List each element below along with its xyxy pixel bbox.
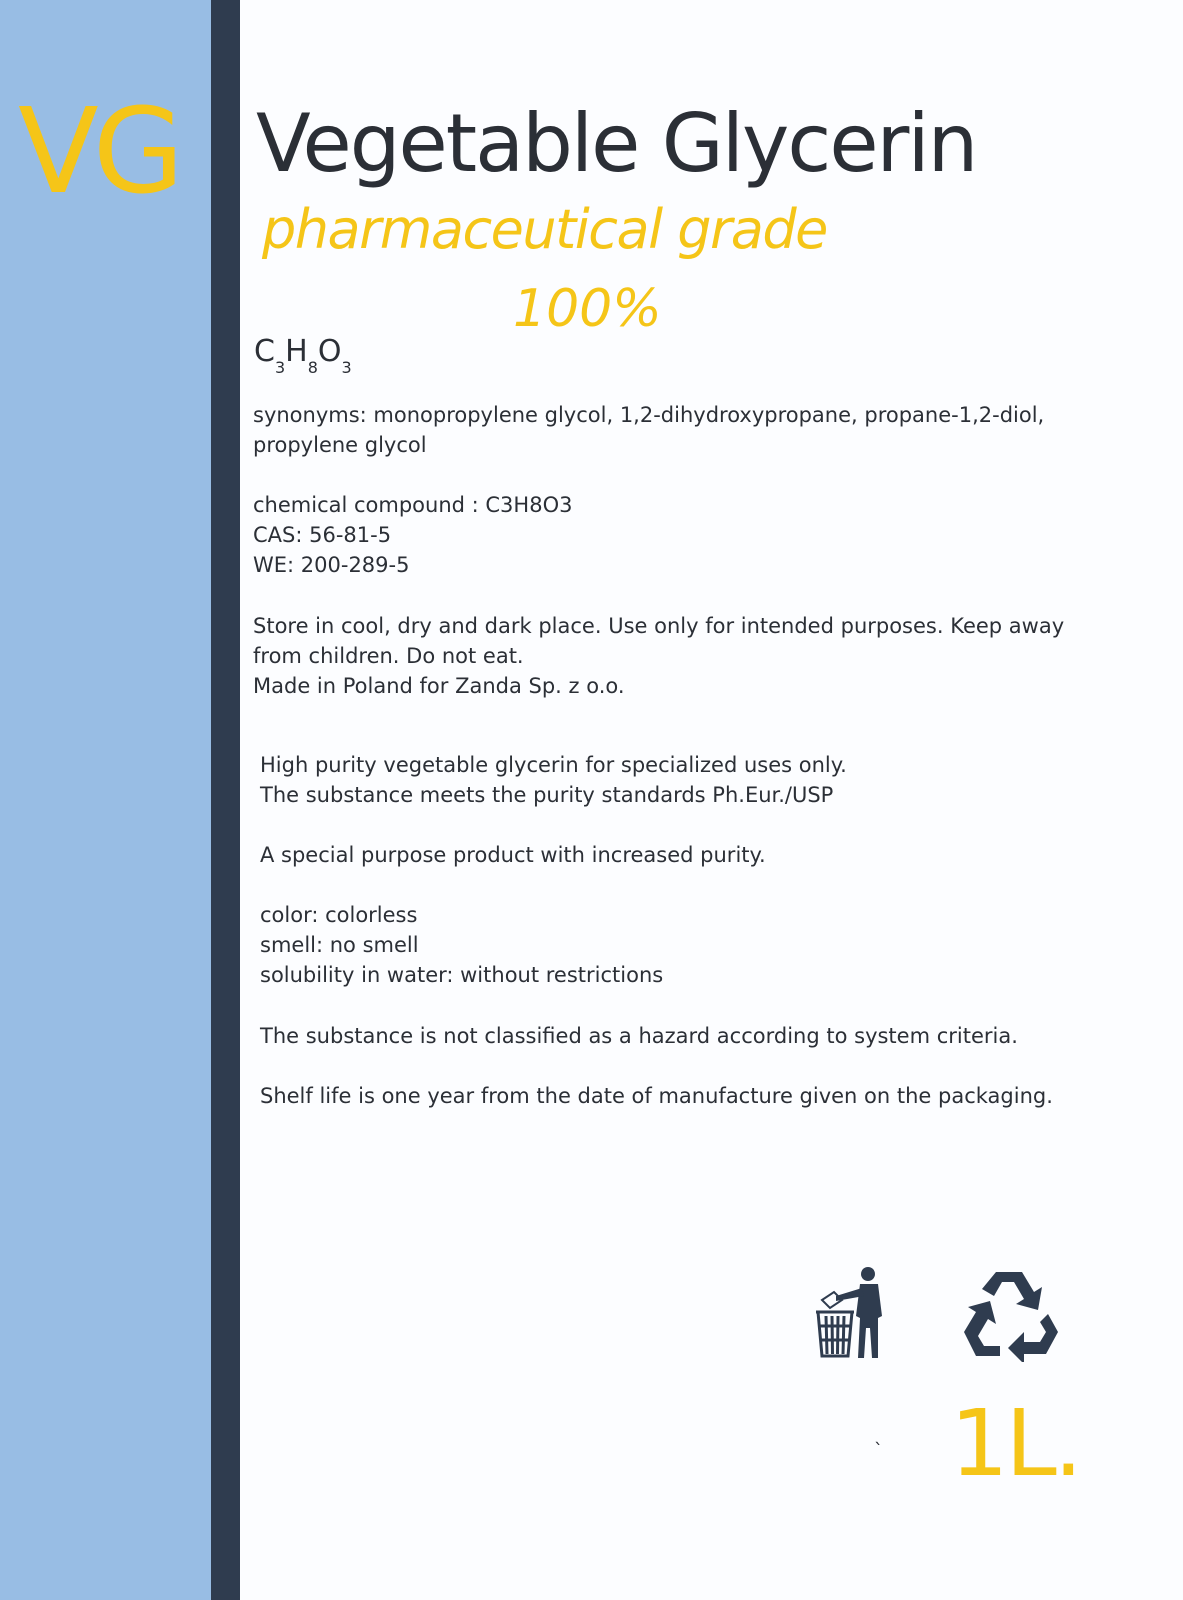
special-note: A special purpose product with increased purity. [260,843,766,867]
shelf-life-block [260,1081,1053,1111]
formula-element: O [317,334,342,369]
we-number: WE: 200-289-5 [253,553,410,577]
volume-label: 1L. [950,1390,1081,1497]
synonyms-block [253,400,1044,460]
shelf-life-note: Shelf life is one year from the date of manufacture given on the packaging. [260,1084,1053,1108]
product-grade: pharmaceutical grade [262,198,827,261]
trash-disposal-icon [812,1266,894,1362]
side-color-band [0,0,211,1600]
vg-badge: VG [18,82,179,220]
synonyms-line: propylene glycol [253,433,427,457]
storage-block [253,611,1064,701]
purity-note-line: The substance meets the purity standards Ph.Eur./USP [260,783,834,807]
hazard-note-block [260,1021,1018,1051]
cas-number: CAS: 56-81-5 [253,523,392,547]
special-note-block [260,840,766,870]
formula-element: C [254,334,275,369]
synonyms-line: synonyms: monopropylene glycol, 1,2-dihydroxypropane, propane-1,2-diol, [253,403,1045,427]
property-color: color: colorless [260,903,418,927]
chemistry-block [253,490,572,580]
manufacturer-line: Made in Poland for Zanda Sp. z o.o. [253,674,625,698]
chemical-formula [254,334,352,377]
product-title: Vegetable Glycerin [256,97,977,190]
dark-divider-stripe [211,0,240,1600]
formula-element: H [285,334,308,369]
property-smell: smell: no smell [260,933,419,957]
formula-count: 8 [307,358,318,377]
storage-line: from children. Do not eat. [253,644,524,668]
purity-note-block [260,750,847,810]
chemical-compound: chemical compound : C3H8O3 [253,493,573,517]
storage-line: Store in cool, dry and dark place. Use only for intended purposes. Keep away [253,614,1065,638]
properties-block [260,900,663,990]
recycle-icon [960,1266,1060,1362]
formula-count: 3 [341,358,352,377]
hazard-note: The substance is not classified as a hazard according to system criteria. [260,1024,1018,1048]
formula-count: 3 [274,358,286,377]
purity-note-line: High purity vegetable glycerin for specialized uses only. [260,753,847,777]
property-solubility: solubility in water: without restrictions [260,963,664,987]
stray-tick-mark: ` [874,1440,883,1461]
purity-percentage: 100% [513,279,662,339]
